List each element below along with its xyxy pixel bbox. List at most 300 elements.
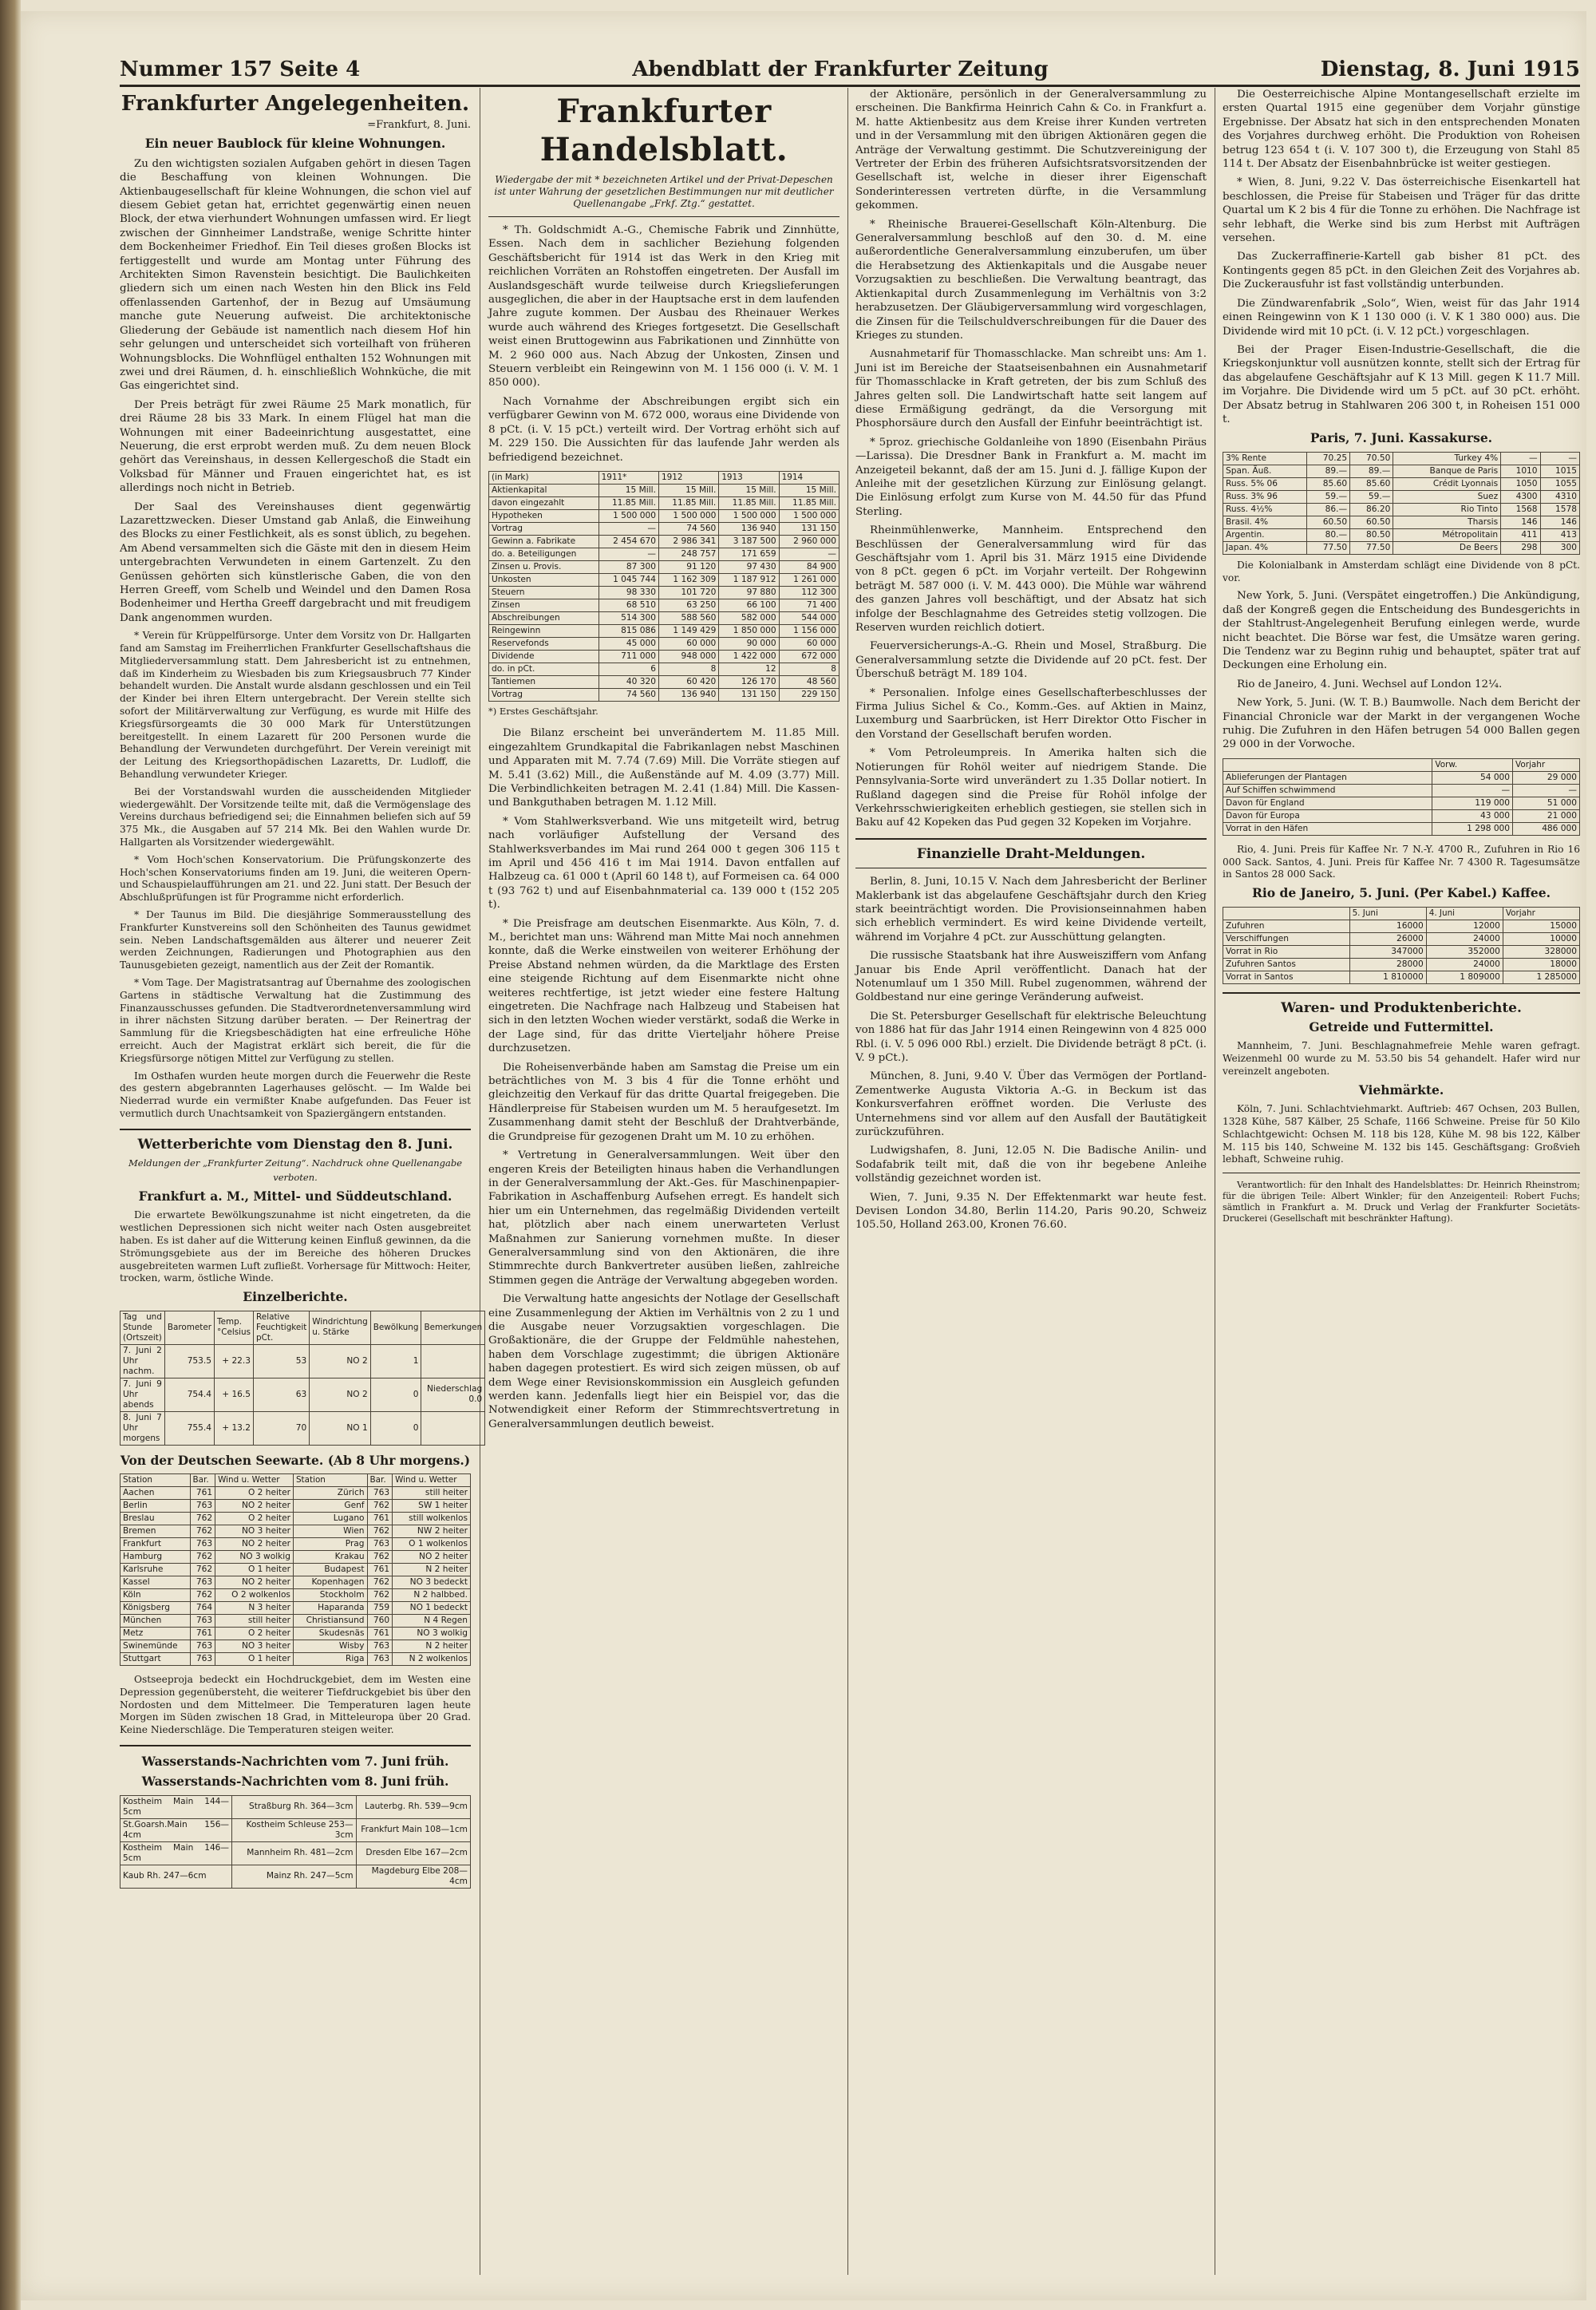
table-cell: 514 300 [598,611,658,624]
table-cell: O 1 heiter [215,1652,294,1665]
column-markets [1223,88,1580,2275]
paragraph: Mannheim, 7. Juni. Beschlagnahmefreie Mehle waren gefragt. Weizenmehl 00 wurde zu M. 53.50 bis 54 gehandelt. Hafer wird nur vereinzelt angeboten. [1223,1040,1580,1078]
table-cell: 87 300 [598,560,658,573]
table-cell: 60 000 [658,637,718,650]
table-cell: N 3 heiter [215,1601,294,1614]
weather-title: Wetterberichte vom Dienstag den 8. Juni. [137,1136,453,1153]
table-cell: 171 659 [719,548,779,560]
table-cell: Mannheim Rh. 481—2cm [232,1841,357,1865]
table-cell: Köln [120,1588,191,1601]
divider [120,1129,471,1130]
divider [488,216,839,217]
table-cell: O 1 heiter [215,1563,294,1576]
paragraph: Rio de Janeiro, 4. Juni. Wechsel auf London 12¼. [1237,678,1503,690]
table-row [120,1865,471,1888]
paragraph: New York, 5. Juni. (Verspätet eingetroffen.) Die Ankündigung, daß der Kongreß gegen die Entscheidung des Bundesgerichts in der Stahltrust-Angelegenheit Berufung einlegen werde, wurde nicht beachtet. Die Börse war fest, die Umsätze waren gering. Die Tendenz war zu Beginn ruhig und behauptet, später trat auf Deckungen eine Erholung ein. [1223,590,1580,672]
table-header-cell: Bar. [190,1473,215,1486]
paragraph: * Der Taunus im Bild. Die diesjährige Sommerausstellung des Frankfurter Kunstvereins soll den Schönheiten des Taunus gewidmet sein. Neben Landschaftsgemälden aus älterer und neuerer Zeit werden Zeichnungen, Radierungen und Photographien aus den Taunusgebieten gezeigt, namentlich aus der Zeit der Romantik. [120,908,471,971]
table-row [489,560,839,573]
table-cell: 80.50 [1350,528,1393,541]
table-cell: Zürich [293,1486,367,1499]
table-cell: 0 [370,1378,421,1411]
paragraph: * Personalien. Infolge eines Gesellschafterbeschlusses der Firma Julius Sichel & Co., Komm.-Ges. auf Aktien in Mainz, Luxemburg und Saarbrücken, ist Herr Direktor Otto Fischer in den Vorstand der Gesellschaft berufen worden. [855,686,1207,741]
table-cell: 26000 [1349,932,1426,945]
table-cell: Davon für England [1223,797,1432,809]
table-cell: 761 [190,1486,215,1499]
table-cell: Lugano [293,1512,367,1525]
table-cell: 815 086 [598,624,658,637]
table-cell: 763 [367,1640,393,1652]
table-cell: 12000 [1426,920,1503,932]
table-cell: Hamburg [120,1550,191,1563]
table-cell: 8 [779,663,839,675]
table-row [489,599,839,611]
table-cell: 763 [190,1614,215,1627]
paragraph: München, 8. Juni, 9.40 V. Über das Vermögen der Portland-Zementwerke Augusta Viktoria A.-G. in Beckum ist das Konkursverfahren eröffnet worden. Die Verluste des Unternehmens sind vor allem auf den Ausfall der Bautätigkeit zurückzuführen. [855,1070,1207,1139]
table-cell: 1 500 000 [658,509,718,522]
paragraph: * Vom Tage. Der Magistratsantrag auf Übernahme des zoologischen Gartens in städtische Verwaltung hat die Zustimmung des Finanzausschusses gefunden. Die Stadtverordnetenversammlung wird in ihrer nächsten Sitzung darüber beraten. — Der Reinertrag der Sammlung für die Kriegsbeschädigten hat eine erfreuliche Höhe erreicht. Auch der Magistrat erklärt sich bereit, die für die Kriegsfürsorge nötigen Mittel zur Verfügung zu stellen. [120,976,471,1064]
paragraph: Die Oesterreichische Alpine Montangesellschaft erzielte im ersten Quartal 1915 eine gegenüber dem Vorjahr günstige Ergebnisse. Der Absatz hat sich in den entsprechenden Monaten des Vorjahres durchweg erhöht. Die Produktion von Roheisen betrug 123 654 t (i. V. 107 300 t), die Erzeugung von Stahl 85 114 t. Der Absatz der Eisenbahnbrücke ist weiter gestiegen. [1223,89,1580,171]
table-cell: N 2 heiter [393,1563,471,1576]
table-row [1223,528,1580,541]
table-cell: 672 000 [779,650,839,663]
table-cell: N 2 wolkenlos [393,1652,471,1665]
paragraph: * Die Preisfrage am deutschen Eisenmarkte. Aus Köln, 7. d. M., berichtet man uns: Während man Mitte Mai noch annehmen konnte, daß die Werke einstweilen von weiterer Erhöhung der Preise Abstand nehmen würden, da die Marktlage des Ersten eine steigende Richtung auf dem Eisenmarkte nicht ohne weiteres rechtfertige, ist jetzt wieder eine festere Haltung eingetreten. Die Nachfrage nach Halbzeug und Stabeisen hat sich in den letzten Wochen wieder verstärkt, sodaß die Werke in der Lage sind, für das dritte Vierteljahr höhere Preise durchzusetzen. [488,917,839,1055]
paragraph: Ludwigshafen, 8. Juni, 12.05 N. Die Badische Anilin- und Sodafabrik teilt mit, daß die von ihr begebene Anleihe vollständig gezeichnet worden ist. [855,1145,1207,1185]
table-cell: Wisby [293,1640,367,1652]
table-row [1223,771,1580,784]
table-cell: 1 298 000 [1432,822,1513,835]
table-cell: 86.20 [1350,503,1393,516]
table-cell: — [1432,784,1513,797]
table-cell: 1 500 000 [719,509,779,522]
paragraph: * Vertretung in Generalversammlungen. Weit über den engeren Kreis der Beteiligten hinaus haben die Verhandlungen in der Generalversammlung der Akt.-Ges. für Maschinenpapier-Fabrikation in Aschaffenburg Aufsehen erregt. Es handelt sich hier um ein Unternehmen, das regelmäßig Dividenden verteilt hat, plötzlich aber nach einem unerwarteten Verlust Maßnahmen zur Sanierung vornehmen mußte. In dieser Generalversammlung sind von den Aktionären, die ihre Stimmrechte durch Bankvertreter ausüben ließen, zahlreiche Stimmen gegen die Anträge der Verwaltung abgegeben worden. [488,1149,839,1287]
page-header [120,49,1580,87]
table-cell: 298 [1501,541,1540,554]
kassa-table [1223,452,1580,555]
table-cell: O 1 wolkenlos [393,1537,471,1550]
seewarte-text: Ostseeproja bedeckt ein Hochdruckgebiet, dem im Westen eine Depression gegenübersteht, die weiterer Tiefdruckgebiet bis über den Nordosten und dem Mittelmeer. Die Temperaturen lagen heute Morgen im Süden zwischen 18 Grad, in Mitteleuropa über 20 Grad. Keine Niederschläge. Die Temperaturen steigen weiter. [120,1673,471,1736]
table-cell: — [598,522,658,535]
table-cell: 11.85 Mill. [598,496,658,509]
article-heading: Ein neuer Baublock für kleine Wohnungen. [144,136,446,152]
table-cell: Vorrat in Rio [1223,945,1350,958]
table-header-cell: Vorw. [1432,758,1513,771]
table-header-cell [1223,758,1432,771]
table-row [120,1537,471,1550]
paragraph: Die Zündwarenfabrik „Solo“, Wien, weist für das Jahr 1914 einen Reingewinn von K 1 130 000 (i. V. K 1 380 000) aus. Die Dividende wird mit 10 pCt. (i. V. 12 pCt.) vorgeschlagen. [1223,297,1580,338]
table-cell: 763 [190,1499,215,1512]
paragraph: * Wien, 8. Juni, 9.22 V. Das österreichische Eisenkartell hat beschlossen, die Preise für Stabeisen und Träger für das dritte Quartal um K 2 bis 4 für die Tonne zu erhöhen. Die Nachfrage ist sehr lebhaft, die Werke sind bis zum Herbst mit Aufträgen versehen. [1223,176,1580,245]
table-cell: 0 [370,1411,421,1445]
table-cell: 4310 [1540,490,1579,503]
table-cell: NO 2 heiter [215,1537,294,1550]
table-cell: 300 [1540,541,1579,554]
table-cell: — [779,548,839,560]
table-cell: Christiansund [293,1614,367,1627]
table-cell: Tharsis [1393,516,1501,528]
table-cell: 762 [367,1499,393,1512]
table-header-cell: Wind u. Wetter [393,1473,471,1486]
weather-region: Frankfurt a. M., Mittel- und Süddeutschland. [138,1188,452,1204]
table-cell: Unkosten [489,573,599,586]
table-cell: 544 000 [779,611,839,624]
table-cell: Abschreibungen [489,611,599,624]
table-cell: 413 [1540,528,1579,541]
table-cell: 70.50 [1350,452,1393,465]
table-cell: Vorrat in den Häfen [1223,822,1432,835]
table-cell: O 2 heiter [215,1627,294,1640]
table-cell: N 2 halbbed. [393,1588,471,1601]
table-cell: 43 000 [1432,809,1513,822]
table-header-cell: Bewölkung [370,1311,421,1344]
paragraph: der Aktionäre, persönlich in der Generalversammlung zu erscheinen. Die Bankfirma Heinrich Cahn & Co. in Frankfurt a. M. hatte Aktienbesitz aus dem Kreise ihrer Kunden vertreten und in der Versammlung mit den übrigen Aktionären gegen die Anträge der Verwaltung gestimmt. Die Schutzvereinigung der Vertreter der Erbin des früheren Aufsichtsratsvorsitzenden der Gesellschaft ist, welche in dieser ihrer Eigenschaft Sonderinteressen vertreten dürfte, in die Versammlung gekommen. [855,89,1207,212]
table-cell: 89.— [1350,465,1393,477]
table-cell: Verschiffungen [1223,932,1350,945]
table-cell: 763 [367,1486,393,1499]
table-row [489,496,839,509]
seewarte-title: Von der Deutschen Seewarte. (Ab 8 Uhr morgens.) [120,1452,471,1468]
table-cell: 1055 [1540,477,1579,490]
table-cell: SW 1 heiter [393,1499,471,1512]
paragraph: Im Osthafen wurden heute morgen durch die Feuerwehr die Reste des gestern abgebrannten Lagerhauses gelöscht. — Im Walde bei Niederrad wurde ein vermißter Knabe aufgefunden. Das Feuer ist vermutlich durch Unachtsamkeit von Spaziergängern entstanden. [120,1070,471,1119]
table-cell: 352000 [1426,945,1503,958]
table-cell: 763 [367,1537,393,1550]
table-cell: still wolkenlos [393,1512,471,1525]
column-business-news [855,88,1207,2275]
getreide-title: Getreide und Futtermittel. [1309,1019,1494,1035]
table-row [120,1818,471,1841]
table-cell: 7. Juni 9 Uhr abends [120,1378,165,1411]
table-cell: — [1513,784,1580,797]
table-row [489,650,839,663]
table-cell: 71 400 [779,599,839,611]
table-cell: Genf [293,1499,367,1512]
paragraph: Wien, 7. Juni, 9.35 N. Der Effektenmarkt war heute fest. Devisen London 34.80, Berlin 114.20, Paris 90.20, Schweiz 105.50, Holland 263.00, Kronen 76.60. [855,1191,1207,1232]
table-row [489,535,839,548]
table-cell: Russ. 3% 96 [1223,490,1307,503]
table-cell: NW 2 heiter [393,1525,471,1537]
table-cell: Wien [293,1525,367,1537]
table-cell: 119 000 [1432,797,1513,809]
table-row [1223,503,1580,516]
table-cell: 28000 [1349,958,1426,971]
table-row [1223,541,1580,554]
table-header-cell: Tag und Stunde (Ortszeit) [120,1311,165,1344]
weather-text: Die erwartete Bewölkungszunahme ist nicht eingetreten, da die westlichen Depressionen sich nicht weiter nach Osten ausgebreitet haben. Es ist daher auf die Witterung keinen Einfluß gewinnen, da die Strömungsgebiete aus der im Bereiche des höheren Druckes ausgebreiteten warmen Luft zufließt. Vorhersage für Mittwoch: Heiter, trocken, warm, östliche Winde. [120,1209,471,1284]
table-header-cell: 1913 [719,471,779,484]
paragraph: Bei der Prager Eisen-Industrie-Gesellschaft, die die Kriegskonjunktur voll ausnützen konnte, stellt sich der Ertrag für das abgelaufene Geschäftsjahr auf K 13 Mill. gegen K 11.7 Mill. im Vorjahre. Die Dividende wird um 5 pCt. auf 30 pCt. erhöht. Der Absatz betrug in Stahlwaren 206 300 t, in Roheisen 151 000 t. [1223,343,1580,425]
paragraph: Bei der Vorstandswahl wurden die ausscheidenden Mitglieder wiedergewählt. Der Vorsitzende teilte mit, daß die Vermögenslage des Vereins durchaus befriedigend sei; die Einnahmen beliefen sich auf 59 375 Mk., die Ausgaben auf 57 214 Mk. Bei den Wahlen wurde Dr. Hallgarten als Vorsitzender wiedergewählt. [120,785,471,848]
table-row [120,1640,471,1652]
table-cell: 63 250 [658,599,718,611]
table-cell: still heiter [215,1614,294,1627]
table-cell: 1 187 912 [719,573,779,586]
table-cell: Japan. 4% [1223,541,1307,554]
table-cell: Swinemünde [120,1640,191,1652]
table-row [120,1411,485,1445]
table-cell: 70.25 [1306,452,1349,465]
table-cell: 762 [367,1576,393,1588]
table-cell: 1 045 744 [598,573,658,586]
cotton-table [1223,758,1580,836]
header-date: Dienstag, 8. Juni 1915 [1320,57,1580,81]
table-cell: 15000 [1503,920,1579,932]
paragraph: Köln, 7. Juni. Schlachtviehmarkt. Auftrieb: 467 Ochsen, 203 Bullen, 1328 Kühe, 587 Kälber, 25 Schafe, 1166 Schweine. Preise für 50 Kilo Schlachtgewicht: Ochsen M. 118 bis 128, Kühe M. 98 bis 122, Kälber M. 115 bis 140, Schweine M. 132 bis 145. Geschäftsgang: Großvieh lebhaft, Schweine ruhig. [1223,1103,1580,1165]
paragraph: Rheinmühlenwerke, Mannheim. Entsprechend den Beschlüssen der Generalversammlung wird für das Geschäftsjahr vom 1. April bis 31. März 1915 eine Dividende von 8 pCt. gegen 6 pCt. im Vorjahr verteilt. Der Rohgewinn beträgt M. 587 000 (i. V. M. 443 000). Die Mühle war während des ganzen Jahres voll beschäftigt, und der Absatz hat sich infolge der Beschlagnahme des Getreides stetig vollzogen. Die Reserven wurden reichlich dotiert. [855,524,1207,635]
table-cell: 347000 [1349,945,1426,958]
table-header-cell: Barometer [164,1311,214,1344]
table-row [120,1576,471,1588]
table-cell: NO 1 [310,1411,370,1445]
table-row [1223,465,1580,477]
table-cell: 45 000 [598,637,658,650]
table-row [120,1550,471,1563]
table-cell: Zufuhren [1223,920,1350,932]
table-cell: Riga [293,1652,367,1665]
table-header-cell: Vorjahr [1503,907,1579,920]
table-cell: Zinsen [489,599,599,611]
table-cell: 763 [190,1576,215,1588]
table-cell: Hypotheken [489,509,599,522]
table-row [120,1841,471,1865]
table-cell: St.Goarsh.Main 156—4cm [120,1818,232,1841]
table-row [1223,971,1580,983]
table-cell: 761 [190,1627,215,1640]
table-cell: 754.4 [164,1378,214,1411]
table-cell: 759 [367,1601,393,1614]
table-row [1223,490,1580,503]
table-cell: Frankfurt Main 108—1cm [356,1818,470,1841]
table-cell: 760 [367,1614,393,1627]
table-cell: 136 940 [658,688,718,701]
paragraph: Zu den wichtigsten sozialen Aufgaben gehört in diesen Tagen die Beschaffung von kleinen Wohnungen. Die Aktienbaugesellschaft für kleine Wohnungen, die schon viel auf diesem Gebiet getan hat, errichtet gegenwärtig einen neuen Block, der etwa vierhundert Wohnungen umfassen wird. Er liegt zwischen der Ginnheimer Landstraße, wenige Schritte hinter dem Bockenheimer Friedhof. Ein Teil dieses großen Blocks ist fertiggestellt und wurde am Montag unter Führung des Architekten Simon Ravenstein besichtigt. Die Baulichkeiten gliedern sich um einen nach Westen hin den Blick ins Feld offenlassenden Gartenhof, der in Bezug auf Umsäumung manche gute Neuerung aufweist. Die architektonische Gliederung der Gebäude ist namentlich nach diesem Hof hin sehr gelungen und unterscheidet sich vorteilhaft von früheren Wohnungsblocks. Die Wohnflügel enthalten 152 Wohnungen mit zwei und drei Räumen, d. h. einschließlich Wohnküche, die mit Gas eingerichtet sind. [120,157,471,393]
table-cell: 59.— [1350,490,1393,503]
table-cell: 761 [367,1563,393,1576]
table-row [120,1378,485,1411]
paragraph: Die russische Staatsbank hat ihre Ausweisziffern vom Anfang Januar bis Ende April veröffentlicht. Danach hat der Notenumlauf um 1 350 Mill. Rubel zugenommen, während der Goldbestand nur eine geringe Veränderung aufweist. [855,950,1207,1004]
table-row [489,637,839,650]
table-cell: 146 [1540,516,1579,528]
table-cell: 91 120 [658,560,718,573]
section-title: Frankfurter Angelegenheiten. [120,92,470,116]
paragraph: Feuerversicherungs-A.-G. Rhein und Mosel, Straßburg. Die Generalversammlung setzte die Dividende auf 20 pCt. fest. Der Überschuß beträgt M. 189 104. [855,640,1207,681]
table-cell: 97 430 [719,560,779,573]
table-cell: 1 162 309 [658,573,718,586]
coffee-table [1223,907,1580,984]
paragraph: Die Kolonialbank in Amsterdam schlägt eine Dividende von 8 pCt. vor. [1223,559,1580,583]
table-cell: 146 [1501,516,1540,528]
table-cell: 1 285000 [1503,971,1579,983]
table-cell: NO 2 heiter [393,1550,471,1563]
table-cell: Gewinn a. Fabrikate [489,535,599,548]
table-cell: 1050 [1501,477,1540,490]
table-row [489,509,839,522]
table-cell: 763 [190,1640,215,1652]
table-row [120,1499,471,1512]
table-cell: NO 3 bedeckt [393,1576,471,1588]
table-cell: 40 320 [598,675,658,688]
table-cell: 59.— [1306,490,1349,503]
table-cell: Skudesnäs [293,1627,367,1640]
table-row [120,1652,471,1665]
table-cell: 101 720 [658,586,718,599]
table-cell: Metz [120,1627,191,1640]
table-cell: 21 000 [1513,809,1580,822]
table-cell: 60 420 [658,675,718,688]
table-cell: NO 3 wolkig [393,1627,471,1640]
table-cell: 762 [367,1550,393,1563]
table-cell: 136 940 [719,522,779,535]
column-rule [847,88,848,2275]
table-row [120,1627,471,1640]
table-row [1223,822,1580,835]
table-header-cell: Relative Feuchtigkeit pCt. [254,1311,310,1344]
table-cell: 77.50 [1306,541,1349,554]
header-issue: Nummer 157 Seite 4 [120,57,361,81]
table-cell: O 2 wolkenlos [215,1588,294,1601]
table-footnote: *) Erstes Geschäftsjahr. [488,705,598,717]
table-cell: still heiter [393,1486,471,1499]
table-cell: 763 [367,1652,393,1665]
paragraph: Die Roheisenverbände haben am Samstag die Preise um ein beträchtliches von M. 3 bis 4 für die Tonne erhöht und gleichzeitig den Verkauf für das dritte Quartal freigegeben. Die Händlerpreise für Stabeisen wurden um M. 5 heraufgesetzt. Im Zusammenhang damit steht der Beschluß der Drahtverbände, die Grundpreise für gezogenen Draht um M. 10 zu erhöhen. [488,1061,839,1143]
draht-title: Finanzielle Draht-Meldungen. [916,845,1146,862]
table-cell: 48 560 [779,675,839,688]
table-row [489,688,839,701]
table-cell: — [1540,452,1579,465]
paragraph: Der Saal des Vereinshauses dient gegenwärtig Lazarettzwecken. Dieser Umstand gab Anlaß, die Einweihung des Blocks zu einer Festlichkeit, als es sonst üblich, zu begehen. Am Abend versammelten sich die Gäste mit den in diesem Heim untergebrachten Verwundeten in einem Gartenzelt. Zu den Genüssen gehörten sich künstlerische Gaben, die von den Herren Greeff, vom Schelb und Weindel und den Damen Rosa Bodenheimer und Hertha Greeff dargebracht und mit freudigem Dank angenommen wurden. [120,500,471,624]
table-cell: NO 2 [310,1344,370,1378]
table-cell: Frankfurt [120,1537,191,1550]
table-cell: Kaub Rh. 247—6cm [120,1865,232,1888]
table-cell: Aachen [120,1486,191,1499]
table-header-cell: 5. Juni [1349,907,1426,920]
table-cell: Stockholm [293,1588,367,1601]
table-cell: N 4 Regen [393,1614,471,1627]
table-cell: do. in pCt. [489,663,599,675]
table-cell: + 16.5 [215,1378,254,1411]
table-cell: 85.60 [1350,477,1393,490]
table-cell: NO 3 heiter [215,1640,294,1652]
paragraph: New York, 5. Juni. (W. T. B.) Baumwolle. Nach dem Bericht der Financial Chronicle war der Markt in der vergangenen Woche ruhig. Die Zufuhren in den Häfen betrugen 54 000 Ballen gegen 29 000 in der Vorwoche. [1223,697,1580,751]
table-row [1223,945,1580,958]
table-cell: Tantiemen [489,675,599,688]
table-row [1223,809,1580,822]
table-row [489,586,839,599]
table-cell: 131 150 [719,688,779,701]
table-cell: 764 [190,1601,215,1614]
table-row [489,624,839,637]
table-cell: 126 170 [719,675,779,688]
paragraph: * Vom Petroleumpreis. In Amerika halten sich die Notierungen für Rohöl weiter auf niedrigem Stande. Die Pennsylvania-Sorte wird unverändert zu 1.35 Dollar notiert. In Rußland dagegen sind die Preise für Rohöl infolge der Verkehrsschwierigkeiten erheblich gestiegen, sie stellen sich in Baku auf 42 Kopeken das Pud gegen 32 Kopeken im Vorjahre. [855,747,1207,829]
table-header-cell: (in Mark) [489,471,599,484]
table-header-cell: Bar. [367,1473,393,1486]
table-cell: 2 454 670 [598,535,658,548]
table-cell: 24000 [1426,932,1503,945]
table-cell: Prag [293,1537,367,1550]
table-row [1223,477,1580,490]
table-cell: 24000 [1426,958,1503,971]
table-row [120,1588,471,1601]
table-row [1223,797,1580,809]
einzel-title: Einzelberichte. [243,1289,348,1305]
table-cell: München [120,1614,191,1627]
table-header-cell: 1912 [658,471,718,484]
table-cell: O 2 heiter [215,1512,294,1525]
table-cell: NO 1 bedeckt [393,1601,471,1614]
table-cell: Kassel [120,1576,191,1588]
table-row [120,1512,471,1525]
table-cell: 29 000 [1513,771,1580,784]
reprint-note: Wiedergabe der mit * bezeichneten Artikel und der Privat-Depeschen ist unter Wahrung der gesetzlichen Bestimmungen nur mit deutlicher Quellenangabe „Frkf. Ztg.“ gestattet. [494,174,834,209]
einzel-table [120,1311,485,1446]
kassa-title: Paris, 7. Juni. Kassakurse. [1310,430,1493,446]
paragraph: Die St. Petersburger Gesellschaft für elektrische Beleuchtung von 1886 hat für das Jahr 1914 einen Reingewinn von 4 825 000 Rbl. (i. V. 5 096 000 Rbl.) erzielt. Die Dividende beträgt 8 pCt. (i. V. 9 pCt.). [855,1010,1207,1064]
table-row [1223,958,1580,971]
table-cell: Karlsruhe [120,1563,191,1576]
table-cell: Russ. 4½% [1223,503,1307,516]
wasser-table [120,1795,471,1889]
paragraph: Ausnahmetarif für Thomasschlacke. Man schreibt uns: Am 1. Juni ist im Bereiche der Staatseisenbahnen ein Ausnahmetarif für Thomasschlacke in Kraft getreten, der bis zum Schluß des Jahres gelten soll. Die Landwirtschaft hatte seit langem auf diese Ermäßigung gedrängt, da die Versorgung mit Phosphorsäure durch den Ausfall der Einfuhr beeinträchtigt ist. [855,348,1207,430]
coffee-title: Rio de Janeiro, 5. Juni. (Per Kabel.) Kaffee. [1251,885,1551,901]
table-row [120,1563,471,1576]
divider [855,838,1207,840]
table-cell: Magdeburg Elbe 208—4cm [356,1865,470,1888]
table-cell: Crédit Lyonnais [1393,477,1501,490]
table-cell: — [1501,452,1540,465]
table-cell: Kostheim Main 144—5cm [120,1795,232,1818]
table-cell: Ablieferungen der Plantagen [1223,771,1432,784]
table-cell: Mainz Rh. 247—5cm [232,1865,357,1888]
table-row [489,611,839,624]
table-cell: 11.85 Mill. [719,496,779,509]
table-row [120,1614,471,1627]
table-cell: 74 560 [598,688,658,701]
table-cell: 70 [254,1411,310,1445]
table-row [489,675,839,688]
table-cell: 60.50 [1306,516,1349,528]
table-cell: Dividende [489,650,599,663]
table-cell: 1015 [1540,465,1579,477]
table-cell: 761 [367,1627,393,1640]
goldschmidt-table [488,471,839,702]
table-cell: Zinsen u. Provis. [489,560,599,573]
column-handelsblatt [488,88,839,2275]
paragraph: Berlin, 8. Juni, 10.15 V. Nach dem Jahresbericht der Berliner Maklerbank ist das abgelaufene Geschäftsjahr durch den Krieg stark beeinträchtigt worden. Die Provisionseinnahmen haben sich erheblich vermindert. Es wird keine Dividende verteilt, während im Vorjahre 4 pCt. zur Ausschüttung gelangten. [855,876,1207,943]
table-row [120,1795,471,1818]
table-header-cell: 4. Juni [1426,907,1503,920]
table-cell: 15 Mill. [719,484,779,496]
table-cell: Zufuhren Santos [1223,958,1350,971]
table-cell: 588 560 [658,611,718,624]
table-cell: NO 2 heiter [215,1576,294,1588]
waren-title: Waren- und Produktenberichte. [1281,999,1522,1016]
table-cell: 53 [254,1344,310,1378]
table-cell: Auf Schiffen schwimmend [1223,784,1432,797]
table-row [120,1525,471,1537]
table-row [489,573,839,586]
table-cell: Brasil. 4% [1223,516,1307,528]
table-cell: 1 [370,1344,421,1378]
table-cell: Stuttgart [120,1652,191,1665]
table-cell: Vorrat in Santos [1223,971,1350,983]
table-cell: Kopenhagen [293,1576,367,1588]
paragraph: Der Preis beträgt für zwei Räume 25 Mark monatlich, für drei Räume 28 bis 33 Mark. In einem Flügel hat man die Wohnungen mit einer Badeeinrichtung ausgestattet, eine Neuerung, die erst erprobt werden muß. Zu dem neuen Block gehört das Vereinshaus, in dessen Kellergeschoß die Stadt ein Volksbad für Männer und Frauen eingerichtet hat, es ist allerdings noch nicht in Betrieb. [120,398,471,495]
table-cell: + 13.2 [215,1411,254,1445]
divider [120,1745,471,1746]
table-header-cell [1223,907,1350,920]
table-cell: 11.85 Mill. [779,496,839,509]
